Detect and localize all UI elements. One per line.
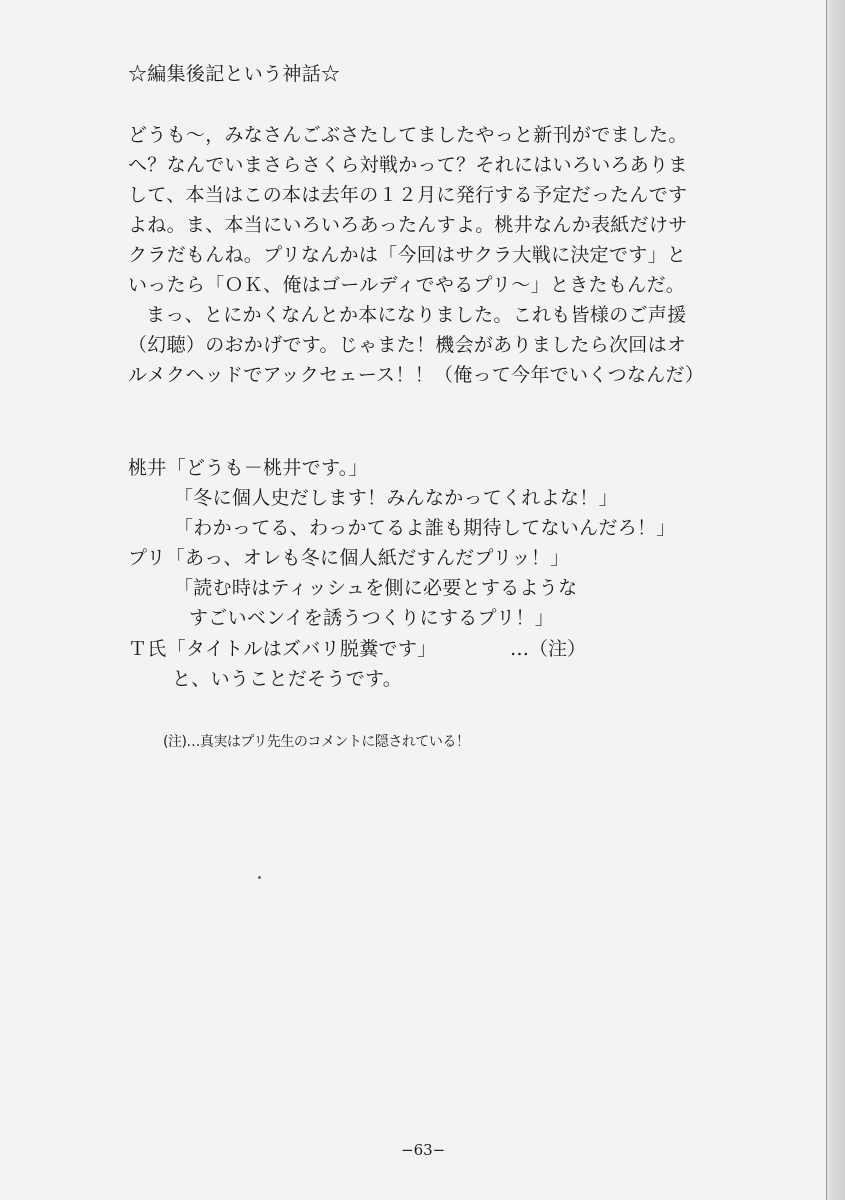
- page-edge-shadow: [826, 0, 845, 1200]
- dialog-line-6: すごいベンイを誘うつくりにするプリ！」: [189, 607, 554, 629]
- paragraph1-line-4: よね。ま、本当にいろいろあったんすよ。桃井なんか表紙だけサ: [128, 214, 688, 236]
- paragraph1-line-2: へ？なんでいまさらさくら対戦かって？それにはいろいろありま: [128, 154, 688, 176]
- footnote: (注)…真実はプリ先生のコメントに隠されている！: [163, 734, 470, 750]
- dialog-line-7: Ｔ氏「タイトルはズバリ脱糞です」: [128, 638, 437, 660]
- paragraph1-line-1: どうも～，みなさんごぶさたしてましたやっと新刊がでました。: [128, 124, 688, 146]
- afterword-title: ☆編集後記という神話☆: [128, 63, 341, 85]
- dialog-line-2: 「冬に個人史だします！みんなかってくれよな！」: [174, 487, 618, 509]
- paragraph1-line-6: いったら「ＯＫ、俺はゴールディでやるプリ～」ときたもんだ。: [128, 274, 686, 296]
- paragraph2-line-2: （幻聴）のおかげです。じゃまた！機会がありましたら次回はオ: [128, 334, 687, 356]
- dialog-line-4: プリ「あっ、オレも冬に個人紙だすんだプリッ！」: [128, 547, 570, 569]
- dialog-line-1: 桃井「どうも－桃井です。」: [128, 457, 368, 479]
- dialog-line-3: 「わかってる、わっかてるよ誰も期待してないんだろ！」: [174, 517, 676, 539]
- note-marker: …（注）: [510, 638, 587, 660]
- page-edge-line: [826, 0, 827, 1200]
- paragraph2-line-1: まっ、とにかくなんとか本になりました。これも皆様のご声援: [146, 304, 687, 326]
- paragraph1-line-3: して、本当はこの本は去年の１２月に発行する予定だったんです: [128, 184, 688, 206]
- page-number: −63−: [401, 1141, 446, 1159]
- dialog-line-8: と、いうことだそうです。: [172, 668, 403, 690]
- paper-speck: [258, 876, 261, 879]
- paragraph2-line-3: ルメクヘッドでアックセェース！！（俺って今年でいくつなんだ）: [128, 364, 705, 386]
- paragraph1-line-5: クラだもんね。プリなんかは「今回はサクラ大戦に決定です」と: [128, 244, 687, 266]
- dialog-line-5: 「読む時はティッシュを側に必要とするような: [174, 577, 578, 599]
